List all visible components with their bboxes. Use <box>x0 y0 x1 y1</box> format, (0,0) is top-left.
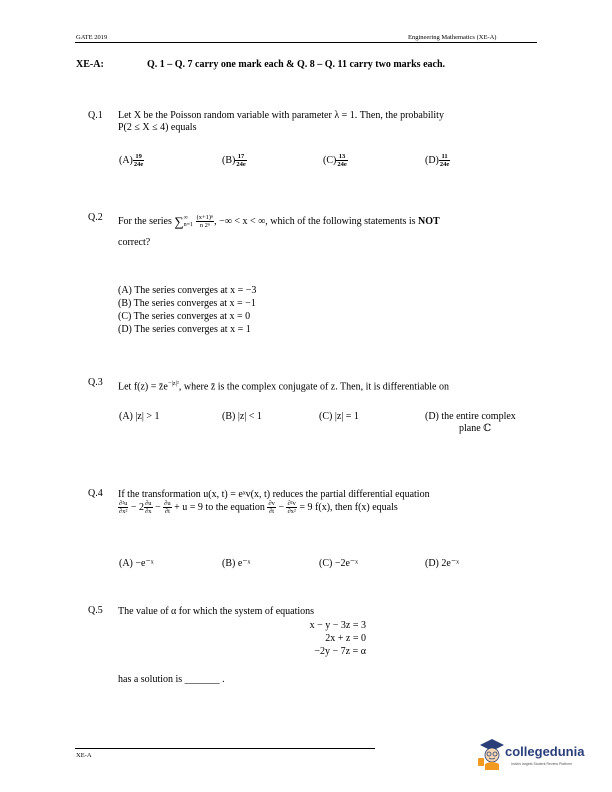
fraction <box>133 153 144 168</box>
fraction-denominator: 24e <box>439 161 450 168</box>
section-instruction: Q. 1 – Q. 7 carry one mark each & Q. 8 – Q. 11 carry two marks each. <box>147 59 446 70</box>
pde-numerator: ∂u <box>145 500 152 507</box>
term-denominator: n 2ⁿ <box>199 222 210 229</box>
pde-minus: − <box>278 501 284 513</box>
q5-equation-1: x − y − 3z = 3 <box>309 620 366 631</box>
summation-lower: n=1 <box>183 221 194 228</box>
q3-option-c: (C) |z| = 1 <box>319 411 359 422</box>
q4-line2 <box>118 500 398 515</box>
pde-term <box>144 500 152 515</box>
q2-line2: correct? <box>118 237 151 248</box>
option-label: (C) <box>323 154 337 166</box>
fraction <box>439 153 450 168</box>
pde-denominator: ∂x <box>145 508 152 515</box>
pde-minus: − <box>155 501 161 513</box>
q4-option-c: (C) −2e⁻ˣ <box>319 558 359 569</box>
q2-line1 <box>118 214 440 229</box>
pde-denominator: ∂x² <box>119 508 128 515</box>
pde-denominator: ∂x² <box>287 508 296 515</box>
q1-line1: Let X be the Poisson random variable with parameter λ = 1. Then, the probability <box>118 110 444 121</box>
logo-tagline: India's largest Student Review Platform <box>511 762 572 766</box>
fraction-denominator: 24e <box>133 161 144 168</box>
q2-option-d: (D) The series converges at x = 1 <box>118 324 251 335</box>
term-numerator: (x+1)ⁿ <box>196 214 214 221</box>
pde-mid-text: + u = 9 to the equation <box>174 501 265 513</box>
q3-stem <box>118 377 449 393</box>
pde-numerator: ∂²v <box>287 500 296 507</box>
pde-coefficient: − 2 <box>130 501 145 513</box>
fraction-numerator: 11 <box>439 153 450 161</box>
pde-term <box>118 500 128 515</box>
q2-prefix: For the series <box>118 215 172 227</box>
footer-left: XE-A <box>76 752 92 759</box>
q3-number: Q.3 <box>88 377 103 388</box>
q1-option-d <box>425 153 450 168</box>
summation-limits <box>184 215 193 229</box>
q3-exponent: −|z|² <box>167 380 179 387</box>
fraction-numerator: 13 <box>336 153 347 161</box>
pde-term <box>286 500 296 515</box>
q1-option-b <box>222 153 247 168</box>
q5-line2: has a solution is _______ . <box>118 674 225 685</box>
fraction-numerator: 19 <box>133 153 144 161</box>
fraction <box>336 153 347 168</box>
q4-line1: If the transformation u(x, t) = eˣv(x, t) reduces the partial differential equation <box>118 489 430 500</box>
summation-upper: ∞ <box>183 214 188 221</box>
header-right: Engineering Mathematics (XE-A) <box>408 34 497 41</box>
pde-tail: = 9 f(x), then f(x) equals <box>299 501 398 513</box>
fraction-denominator: 24e <box>337 161 347 168</box>
q5-line1: The value of α for which the system of equations <box>118 606 315 617</box>
q2-suffix: , −∞ < x < ∞, which of the following statements is <box>214 215 416 227</box>
fraction-numerator: 17 <box>235 153 246 161</box>
pde-numerator: ∂v <box>268 500 275 507</box>
pde-term <box>163 500 171 515</box>
q4-option-a: (A) −e⁻ˣ <box>119 558 154 569</box>
graduate-mascot-icon <box>478 736 506 770</box>
q1-option-c <box>323 153 348 168</box>
summation-symbol: ∑ <box>174 214 184 229</box>
series-term <box>196 214 215 229</box>
logo-text: collegedunia <box>505 744 585 759</box>
q4-option-b: (B) e⁻ˣ <box>222 558 251 569</box>
pde-numerator: ∂²u <box>119 500 128 507</box>
q2-number: Q.2 <box>88 212 103 223</box>
option-label: (A) <box>119 154 133 166</box>
q4-option-d: (D) 2e⁻ˣ <box>425 558 459 569</box>
q5-equation-3: −2y − 7z = α <box>314 646 366 657</box>
q4-number: Q.4 <box>88 488 103 499</box>
q3-stem-a: Let f(z) = z̄e <box>118 381 168 393</box>
q3-option-d: (D) the entire complex <box>425 411 516 422</box>
collegedunia-logo <box>478 736 598 776</box>
pde-denominator: ∂t <box>164 508 170 515</box>
fraction-denominator: 24e <box>236 161 246 168</box>
q3-option-b: (B) |z| < 1 <box>222 411 262 422</box>
pde-denominator: ∂t <box>269 508 275 515</box>
header-rule <box>75 42 537 43</box>
q3-option-a: (A) |z| > 1 <box>119 411 160 422</box>
q3-stem-b: , where z̄ is the complex conjugate of z. Then, it is differentiable on <box>178 381 449 393</box>
q5-equation-2: 2x + z = 0 <box>325 633 366 644</box>
q1-number: Q.1 <box>88 110 103 121</box>
footer-rule <box>75 748 375 749</box>
pde-numerator: ∂u <box>164 500 171 507</box>
q2-option-c: (C) The series converges at x = 0 <box>118 311 251 322</box>
header-left: GATE 2019 <box>76 34 108 41</box>
option-label: (B) <box>222 154 236 166</box>
q3-option-d-line2: plane ℂ <box>459 423 492 434</box>
q1-option-a <box>119 153 144 168</box>
q1-line2: P(2 ≤ X ≤ 4) equals <box>118 122 197 133</box>
q2-option-b: (B) The series converges at x = −1 <box>118 298 256 309</box>
q2-emphasis: NOT <box>418 215 440 227</box>
section-code: XE-A: <box>76 59 104 70</box>
q2-option-a: (A) The series converges at x = −3 <box>118 285 257 296</box>
q5-number: Q.5 <box>88 605 103 616</box>
fraction <box>235 153 246 168</box>
pde-term <box>267 500 275 515</box>
option-label: (D) <box>425 154 439 166</box>
